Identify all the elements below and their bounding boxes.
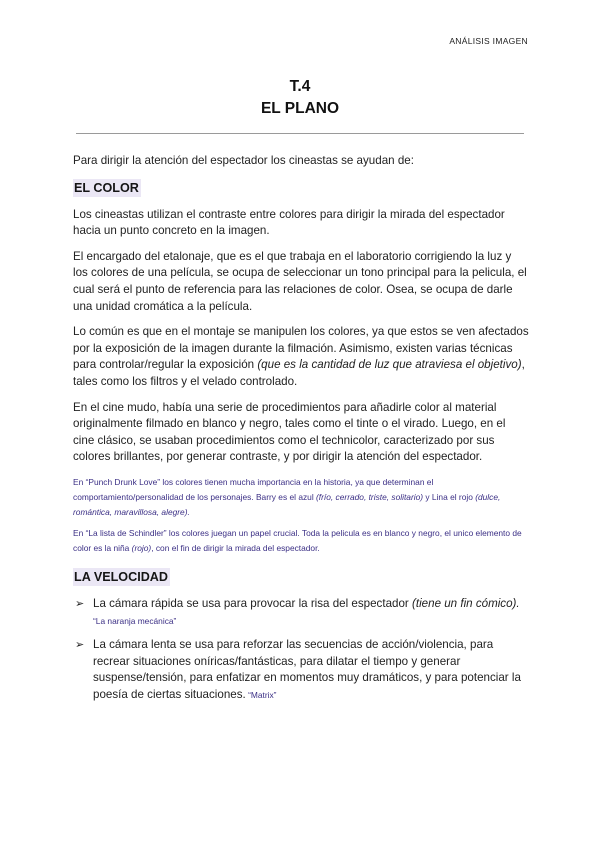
section-heading-speed: LA VELOCIDAD [74,569,168,584]
p3-italic: (que es la cantidad de luz que atraviesa el objetivo) [257,358,522,372]
title-line-2: EL PLANO [260,100,340,117]
note2-italic: (rojo) [131,542,152,553]
note1-italic-2: (dulce, romántica, maravillosa, alegre). [73,491,501,517]
b1-text: La cámara rápida se usa para provocar la risa del espectador [93,596,413,610]
title-divider [76,133,524,134]
note1-text-b: y Lina el rojo [423,491,476,502]
color-paragraph-1: Los cineastas utilizan el contraste entre colores para dirigir la mirada del espectador hacia un punto concreto en la imagen. [73,207,505,238]
arrow-bullet-icon: ➢ [75,639,85,652]
color-paragraph-2: El encargado del etalonaje, que es el que trabaja en el laboratorio corrigiendo la luz y los colores de una película, se ocupa de seleccionar un tono principal para la pelicula, el cual será el punto de referencia para las relaciones de color. Osea, se ocupa de darle una unidad cromática a la película. [73,249,527,313]
note1-italic-1: (frío, cerrado, triste, solitario) [316,491,424,502]
document-body [73,153,529,711]
color-paragraph-3 [73,324,529,390]
color-paragraph-4: En el cine mudo, había una serie de procedimientos para añadirle color al material originalmente filmado en blanco y negro, tales como el tinte o el virado. Luego, en el cine clásico, se usaban procedimientos como el technicolor, caracterizado por sus colores brillantes, por generar contraste, y por dirigir la atención del espectador. [73,400,506,464]
bullet-slow-camera [73,637,529,703]
intro-paragraph: Para dirigir la atención del espectador los cineastas se ayudan de: [73,154,414,167]
b2-film-reference: “Matrix” [245,689,277,700]
b2-text: La cámara lenta se usa para reforzar las secuencias de acción/violencia, para recrear situaciones oníricas/fantásticas, para dilatar el tiempo y generar suspense/tensión, para enfatizar en momentos muy dramáticos, y para potenciar la poesía de ciertas situaciones. [93,638,521,701]
document-header-label: ANÁLISIS IMAGEN [449,36,528,46]
film-note-punch-drunk-love [73,475,529,520]
note1-text-a: En “Punch Drunk Love” los colores tienen mucha importancia en la historia, ya que determinan el comportamiento/personalidad de los personajes. Barry es el azul [73,476,434,502]
note2-text-a: En “La lista de Schindler” los colores juegan un papel crucial. Toda la pelicula es en blanco y negro, el unico elemento de color es la niña [73,527,522,553]
title-line-1: T.4 [289,78,311,95]
bullet-fast-camera [73,596,529,629]
document-title [0,76,600,120]
b1-italic: (tiene un fin cómico). [412,596,520,610]
b1-film-reference: “La naranja mecánica” [93,615,177,626]
film-note-schindler [73,526,529,556]
note2-text-b: , con el fin de dirigir la mirada del espectador. [151,542,320,553]
p3-text-a: Lo común es que en el montaje se manipulen los colores, ya que estos se ven afectados por la exposición de la imagen durante la filmación. Asimismo, existen varias técnicas para controlar/regular la exposición [73,325,529,372]
speed-bullet-list [73,596,529,704]
p3-text-b: , tales como los filtros y el velado controlado. [73,358,525,388]
section-heading-color: EL COLOR [74,180,139,195]
arrow-bullet-icon: ➢ [75,597,85,610]
